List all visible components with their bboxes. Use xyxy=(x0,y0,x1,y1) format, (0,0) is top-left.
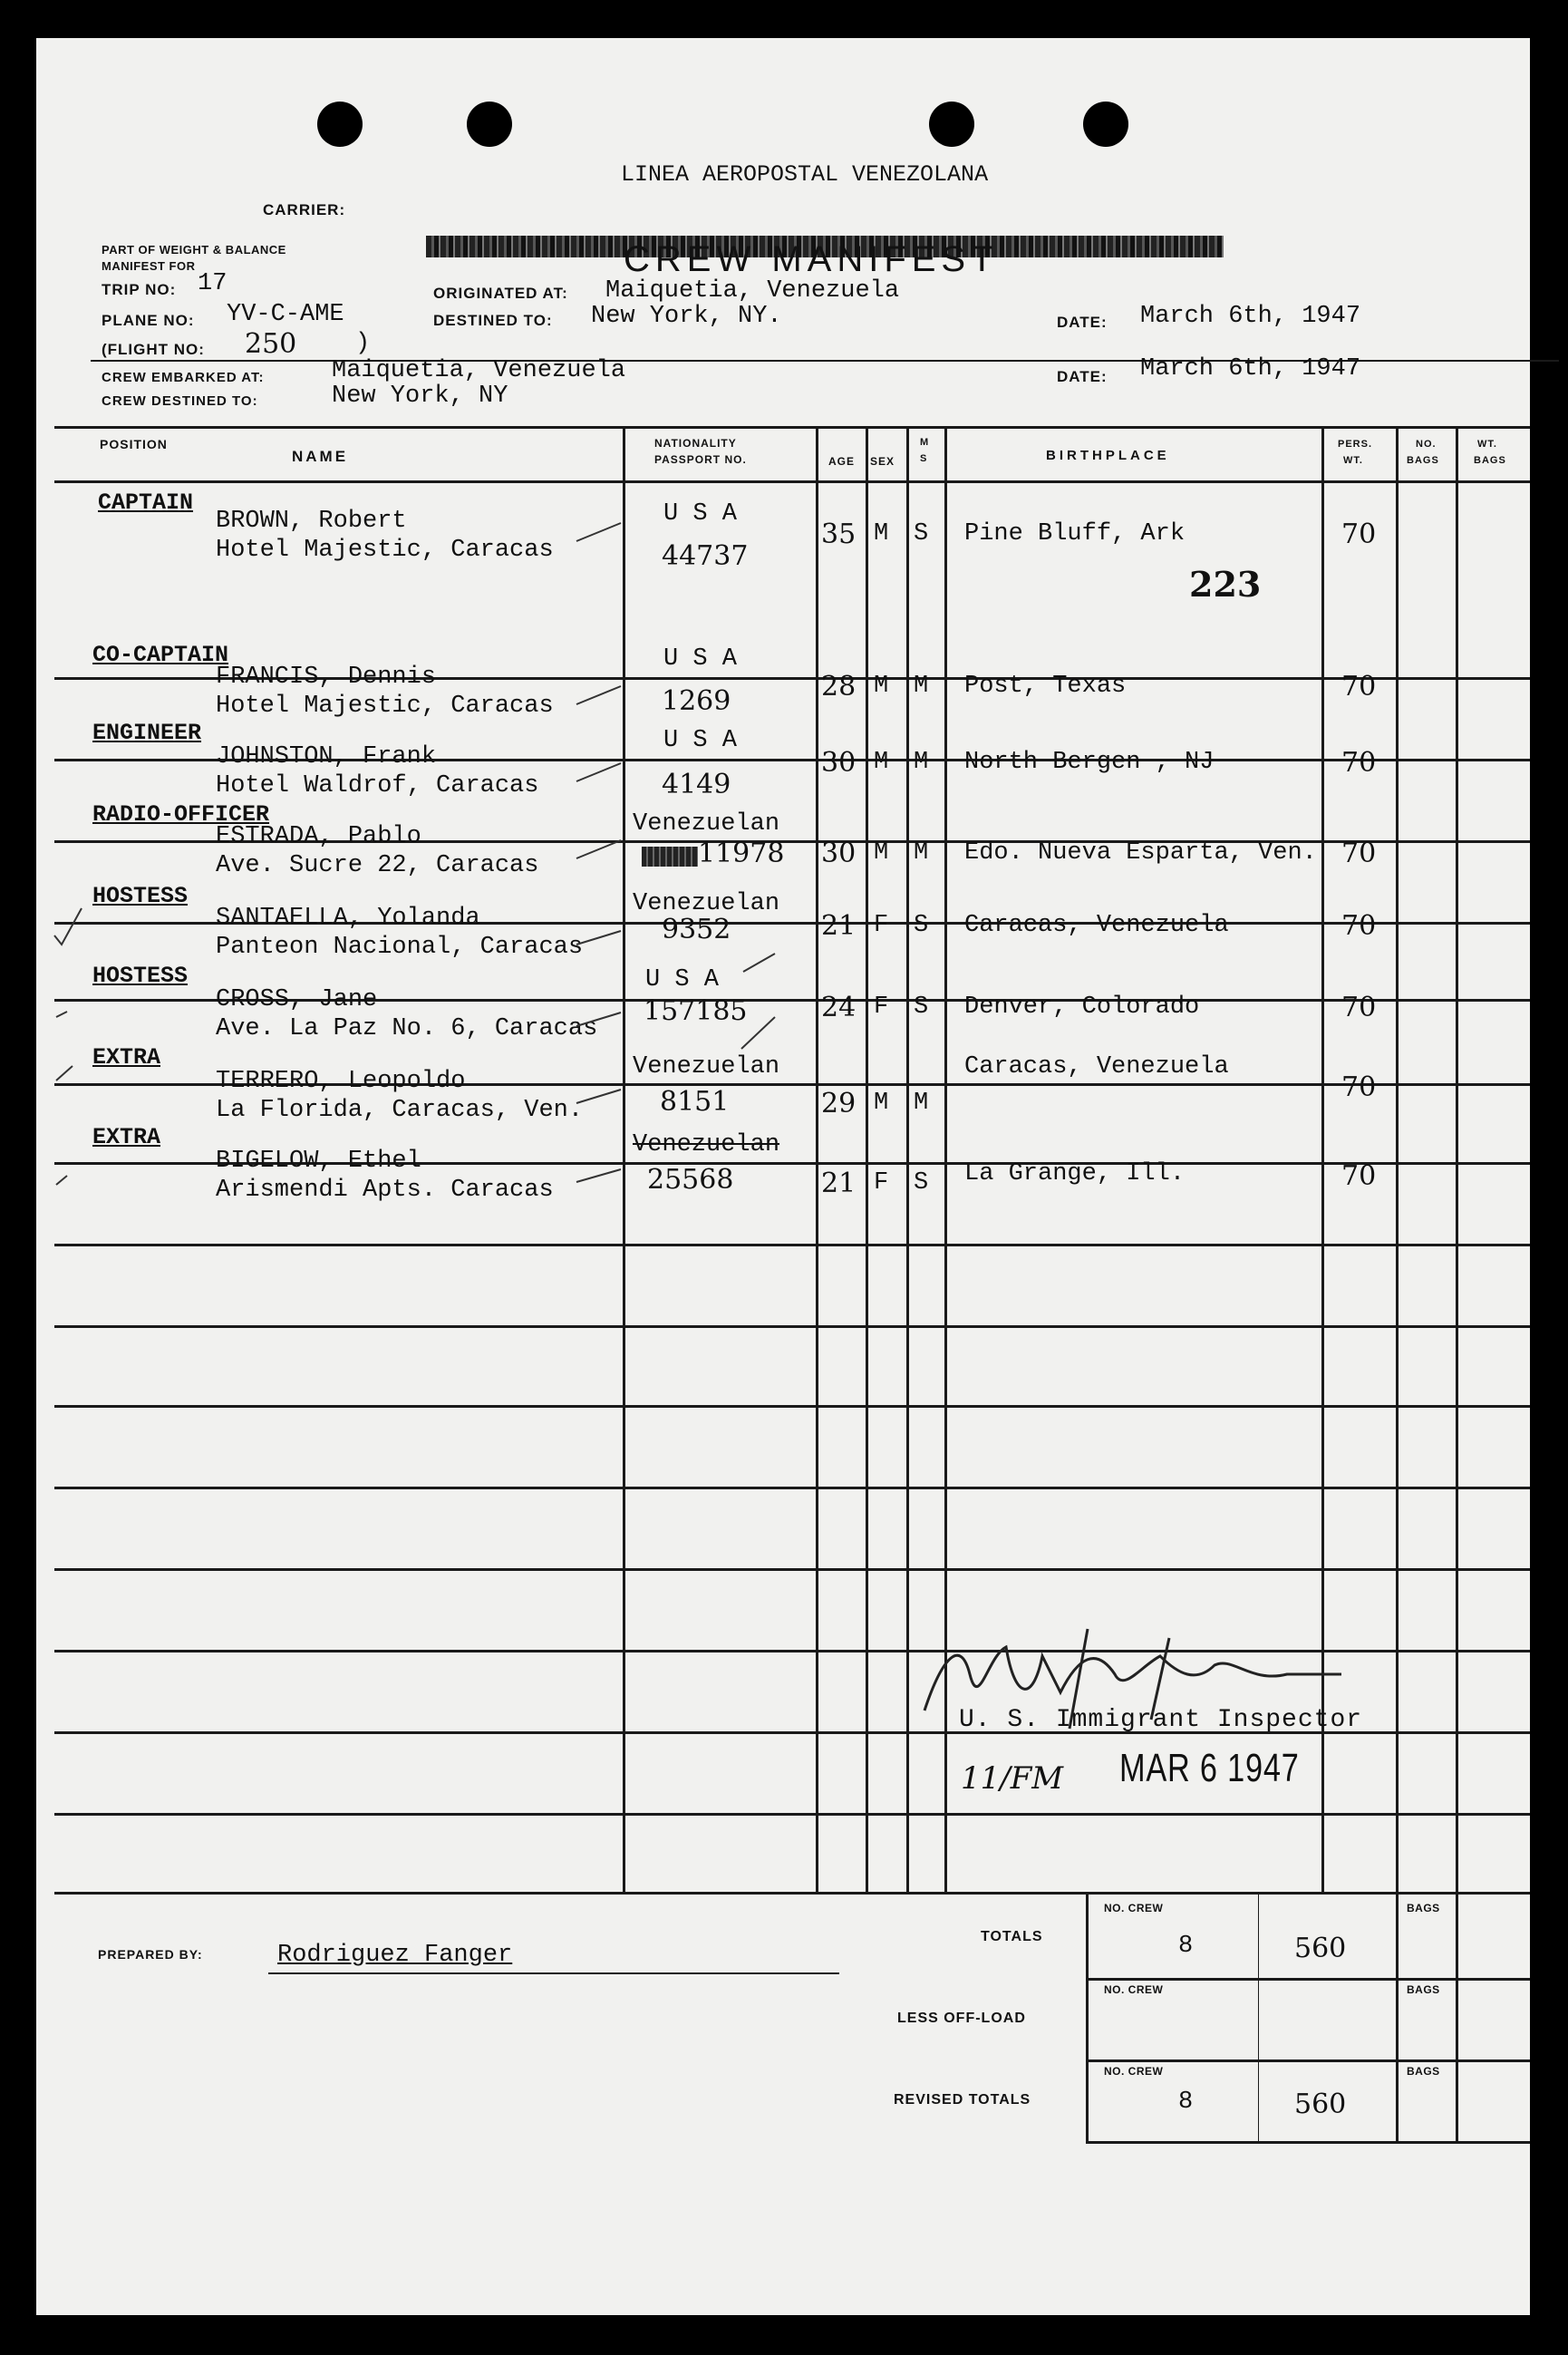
no-crew-label: NO. CREW xyxy=(1104,2065,1164,2078)
crew-name: BROWN, Robert xyxy=(216,508,407,535)
prepared-line xyxy=(268,1972,839,1974)
col-age: AGE xyxy=(828,455,856,468)
prepared-label: PREPARED BY: xyxy=(98,1947,203,1962)
crew-ms: S xyxy=(914,1169,929,1197)
totals-crew: 8 xyxy=(1178,1933,1194,1960)
crew-ms: M xyxy=(914,673,929,700)
date-label: DATE: xyxy=(1057,314,1108,331)
crew-sex: M xyxy=(874,520,889,548)
crew-position: HOSTESS xyxy=(92,883,189,909)
col-wt-1: WT. xyxy=(1477,439,1497,450)
crew-name: FRANCIS, Dennis xyxy=(216,664,437,691)
crew-address: Hotel Waldrof, Caracas xyxy=(216,772,539,800)
crew-nationality: U S A xyxy=(663,500,738,528)
col-position: POSITION xyxy=(100,437,168,451)
crew-birthplace: Caracas, Venezuela xyxy=(964,1053,1229,1081)
crew-age: 28 xyxy=(821,671,857,703)
crew-passport: 157185 xyxy=(644,995,748,1027)
totals-divider xyxy=(1086,1892,1089,2143)
crew-birthplace: North Bergen , NJ xyxy=(964,749,1215,776)
part-label-2: MANIFEST FOR xyxy=(102,259,196,273)
part-label-1: PART OF WEIGHT & BALANCE xyxy=(102,243,286,257)
plane-label: PLANE NO: xyxy=(102,312,195,329)
crew-name: CROSS, Jane xyxy=(216,986,378,1013)
crew-name: BIGELOW, Ethel xyxy=(216,1148,421,1175)
inspector-label: U. S. Immigrant Inspector xyxy=(959,1706,1363,1734)
col-pers-2: WT. xyxy=(1343,455,1363,466)
bags-label: BAGS xyxy=(1407,2065,1440,2078)
crew-weight: 70 xyxy=(1341,518,1377,550)
crew-weight: 70 xyxy=(1341,1071,1377,1103)
crew-weight: 70 xyxy=(1341,992,1377,1023)
crew-weight: 70 xyxy=(1341,747,1377,779)
destined-label: DESTINED TO: xyxy=(433,312,553,329)
crew-name: TERRERO, Leopoldo xyxy=(216,1068,466,1095)
totals-line xyxy=(1086,1978,1530,1981)
col-passport: PASSPORT NO. xyxy=(654,453,747,466)
carrier-label: CARRIER: xyxy=(263,201,346,218)
trip-label: TRIP NO: xyxy=(102,281,177,298)
crew-ms: M xyxy=(914,1090,929,1117)
revised-weight: 560 xyxy=(1294,2088,1347,2120)
crew-passport: 1269 xyxy=(662,685,731,717)
col-ms-1: M xyxy=(920,437,930,448)
crew-age: 29 xyxy=(821,1088,857,1119)
crew-destined-label: CREW DESTINED TO: xyxy=(102,393,258,409)
crew-address: Ave. Sucre 22, Caracas xyxy=(216,852,539,879)
crew-weight: 70 xyxy=(1341,838,1377,869)
bags-label: BAGS xyxy=(1407,1983,1440,1996)
crew-address: La Florida, Caracas, Ven. xyxy=(216,1097,584,1124)
crew-address: Ave. La Paz No. 6, Caracas xyxy=(216,1015,598,1042)
crew-position: EXTRA xyxy=(92,1124,161,1150)
crew-passport: 8151 xyxy=(660,1086,730,1118)
col-pers-1: PERS. xyxy=(1338,439,1373,450)
crew-passport: 11978 xyxy=(698,838,785,869)
crew-name: SANTAELLA, Yolanda xyxy=(216,905,480,932)
crew-position: CO-CAPTAIN xyxy=(92,642,229,668)
originated-value: Maiquetia, Venezuela xyxy=(605,277,900,305)
col-bags-1: NO. xyxy=(1416,439,1437,450)
totals-weight: 560 xyxy=(1294,1933,1347,1964)
crew-address: Panteon Nacional, Caracas xyxy=(216,934,584,961)
trip-value: 17 xyxy=(198,270,227,297)
crew-nationality: Venezuelan xyxy=(633,890,780,917)
originated-label: ORIGINATED AT: xyxy=(433,285,568,302)
crew-birthplace: Pine Bluff, Ark xyxy=(964,520,1186,548)
crew-embarked-value: Maiquetia, Venezuela xyxy=(332,357,626,384)
crew-position: HOSTESS xyxy=(92,963,189,989)
crew-position: CAPTAIN xyxy=(98,489,194,516)
crew-passport: 25568 xyxy=(647,1164,734,1196)
col-bags-2: BAGS xyxy=(1407,455,1439,466)
crew-age: 21 xyxy=(821,1168,857,1199)
plane-value: YV-C-AME xyxy=(227,301,344,328)
crew-nationality: U S A xyxy=(663,645,738,673)
crew-position: RADIO-OFFICER xyxy=(92,801,270,828)
crew-name: ESTRADA, Pablo xyxy=(216,823,421,850)
crew-sex: F xyxy=(874,1169,889,1197)
crew-ms: M xyxy=(914,749,929,776)
crew-position: ENGINEER xyxy=(92,720,202,746)
flight-close: ) xyxy=(355,330,371,357)
crew-sex: F xyxy=(874,912,889,939)
revised-crew: 8 xyxy=(1178,2088,1194,2116)
crew-position: EXTRA xyxy=(92,1044,161,1071)
manifest-paper xyxy=(36,38,1530,2315)
crew-weight: 70 xyxy=(1341,671,1377,703)
inspector-initials: 11/FM xyxy=(961,1760,1064,1797)
crew-birthplace: Denver, Colorado xyxy=(964,993,1200,1021)
totals-label: TOTALS xyxy=(981,1929,1043,1944)
totals-divider xyxy=(1258,1892,1259,2143)
totals-divider xyxy=(1396,1892,1399,2143)
col-nationality: NATIONALITY xyxy=(654,437,737,450)
crew-sex: M xyxy=(874,673,889,700)
crew-birthplace: Edo. Nueva Esparta, Ven. xyxy=(964,839,1317,867)
col-name: NAME xyxy=(292,448,349,465)
crew-sex: M xyxy=(874,839,889,867)
crew-sex: M xyxy=(874,1090,889,1117)
date2-value: March 6th, 1947 xyxy=(1140,355,1361,383)
less-offload-label: LESS OFF-LOAD xyxy=(897,2011,1026,2026)
crew-destined-value: New York, NY xyxy=(332,383,508,410)
crew-weight: 70 xyxy=(1341,1160,1377,1192)
destined-value: New York, NY. xyxy=(591,303,782,330)
crew-age: 35 xyxy=(821,518,857,550)
page-title: CREW MANIFEST xyxy=(624,239,999,279)
crew-nationality: Venezuelan xyxy=(633,1131,780,1158)
col-birthplace: BIRTHPLACE xyxy=(1046,448,1170,463)
crew-ms: S xyxy=(914,912,929,939)
crew-birthplace: Post, Texas xyxy=(964,673,1127,700)
flight-value: 250 xyxy=(245,328,297,360)
col-sex: SEX xyxy=(870,455,895,468)
col-wt-2: BAGS xyxy=(1474,455,1506,466)
crew-ms: M xyxy=(914,839,929,867)
totals-divider xyxy=(1456,1892,1458,2143)
crew-sex: M xyxy=(874,749,889,776)
prepared-value: Rodriguez Fanger xyxy=(277,1942,513,1969)
flight-label: (FLIGHT NO: xyxy=(102,341,205,358)
crew-birthplace: La Grange, Ill. xyxy=(964,1160,1186,1187)
no-crew-label: NO. CREW xyxy=(1104,1902,1164,1914)
crew-sex: F xyxy=(874,993,889,1021)
crew-name: JOHNSTON, Frank xyxy=(216,743,437,770)
date-stamp: MAR 6 1947 xyxy=(1119,1746,1300,1790)
crew-passport: 4149 xyxy=(662,769,731,800)
crew-nationality: U S A xyxy=(645,966,720,993)
crew-age: 30 xyxy=(821,747,857,779)
crew-birthplace: Caracas, Venezuela xyxy=(964,912,1229,939)
crew-age: 21 xyxy=(821,910,857,942)
crew-ms: S xyxy=(914,993,929,1021)
annotation-223: 223 xyxy=(1189,564,1262,605)
no-crew-label: NO. CREW xyxy=(1104,1983,1164,1996)
crew-embarked-label: CREW EMBARKED AT: xyxy=(102,370,265,385)
crew-address: Arismendi Apts. Caracas xyxy=(216,1177,554,1204)
crew-age: 24 xyxy=(821,992,857,1023)
col-ms-2: S xyxy=(920,453,928,464)
date2-label: DATE: xyxy=(1057,368,1108,385)
crew-nationality: Venezuelan xyxy=(633,1053,780,1081)
crew-passport: 9352 xyxy=(662,914,731,945)
crew-ms: S xyxy=(914,520,929,548)
totals-line xyxy=(1086,2059,1530,2062)
crew-nationality: Venezuelan xyxy=(633,810,780,838)
crew-address: Hotel Majestic, Caracas xyxy=(216,537,554,564)
crew-passport: 44737 xyxy=(662,540,749,572)
crew-age: 30 xyxy=(821,838,857,869)
crew-weight: 70 xyxy=(1341,910,1377,942)
totals-line xyxy=(1086,2141,1530,2144)
crew-nationality: U S A xyxy=(663,727,738,754)
airline-name: LINEA AEROPOSTAL VENEZOLANA xyxy=(621,161,989,188)
revised-totals-label: REVISED TOTALS xyxy=(894,2092,1031,2108)
crew-address: Hotel Majestic, Caracas xyxy=(216,693,554,720)
date-value: March 6th, 1947 xyxy=(1140,303,1361,330)
bags-label: BAGS xyxy=(1407,1902,1440,1914)
